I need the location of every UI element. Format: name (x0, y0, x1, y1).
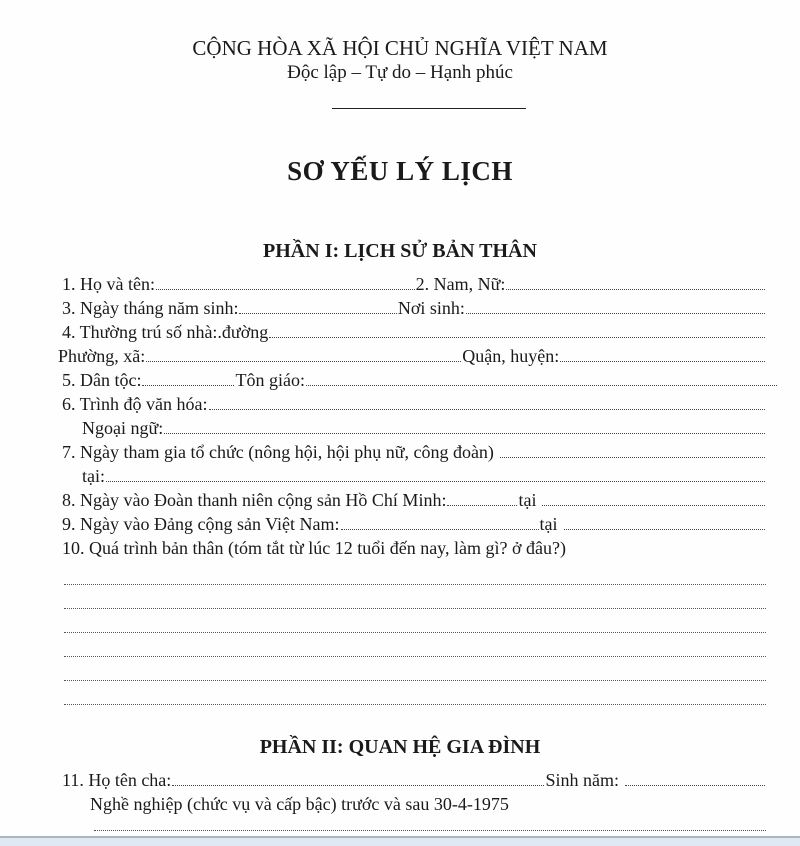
foreign-language-field[interactable] (164, 419, 765, 434)
label-birth-place: Nơi sinh: (397, 298, 465, 318)
ward-field[interactable] (146, 347, 461, 362)
organization-date-field[interactable] (500, 443, 765, 458)
field-row-ward (58, 346, 766, 370)
label-party-place: tại (539, 514, 558, 534)
birth-place-field[interactable] (466, 299, 765, 314)
organization-place-field[interactable] (106, 467, 765, 482)
header-divider (332, 108, 526, 109)
field-row-party (62, 514, 766, 538)
country-heading: CỘNG HÒA XÃ HỘI CHỦ NGHĨA VIỆT NAM (192, 36, 608, 60)
field-row-father (62, 770, 766, 794)
field-row-name (62, 274, 766, 298)
party-place-field[interactable] (564, 515, 765, 530)
label-youth-union-place: tại (518, 490, 537, 510)
label-district: Quận, huyện: (462, 346, 560, 366)
label-education: 6. Trình độ văn hóa: (62, 394, 208, 414)
district-field[interactable] (560, 347, 765, 362)
label-father-name: 11. Họ tên cha: (62, 770, 172, 790)
field-row-organization-place (82, 466, 766, 490)
youth-union-date-field[interactable] (447, 491, 517, 506)
label-address: 4. Thường trú số nhà:.đường (62, 322, 269, 342)
label-personal-history: 10. Quá trình bản thân (tóm tắt từ lúc 12 tuổi đến nay, làm gì? ở đâu?) (62, 538, 566, 558)
history-line[interactable] (64, 704, 766, 705)
document-title: SƠ YẾU LÝ LỊCH (287, 156, 513, 186)
history-line[interactable] (64, 584, 766, 585)
father-birth-year-field[interactable] (625, 771, 765, 786)
label-party: 9. Ngày vào Đảng cộng sản Việt Nam: (62, 514, 340, 534)
label-full-name: 1. Họ và tên: (62, 274, 155, 294)
label-foreign-language: Ngoại ngữ: (82, 418, 164, 438)
label-organization-date: 7. Ngày tham gia tổ chức (nông hội, hội phụ nữ, công đoàn) (62, 442, 494, 462)
window-bottom-bar (0, 836, 800, 846)
label-ward: Phường, xã: (58, 346, 146, 366)
father-occupation-line[interactable] (94, 830, 766, 831)
religion-field[interactable] (306, 371, 777, 386)
label-youth-union: 8. Ngày vào Đoàn thanh niên cộng sản Hồ Chí Minh: (62, 490, 447, 510)
party-date-field[interactable] (341, 515, 539, 530)
label-organization-place: tại: (82, 466, 105, 486)
motto: Độc lập – Tự do – Hạnh phúc (287, 62, 513, 83)
field-row-education (62, 394, 766, 418)
birth-date-field[interactable] (239, 299, 396, 314)
label-birth-date: 3. Ngày tháng năm sinh: (62, 298, 239, 318)
field-row-youth-union (62, 490, 766, 514)
part2-heading: PHẦN II: QUAN HỆ GIA ĐÌNH (259, 736, 541, 758)
history-line[interactable] (64, 656, 766, 657)
label-gender: 2. Nam, Nữ: (415, 274, 506, 294)
history-line[interactable] (64, 680, 766, 681)
field-row-ethnicity (62, 370, 778, 394)
label-ethnicity: 5. Dân tộc: (62, 370, 142, 390)
field-row-language (82, 418, 766, 442)
field-row-history (62, 538, 766, 562)
education-field[interactable] (209, 395, 765, 410)
history-line[interactable] (64, 608, 766, 609)
address-field[interactable] (269, 323, 765, 338)
field-row-birth (62, 298, 766, 322)
ethnicity-field[interactable] (142, 371, 234, 386)
part1-heading: PHẦN I: LỊCH SỬ BẢN THÂN (263, 240, 537, 262)
label-father-occupation: Nghề nghiệp (chức vụ và cấp bậc) trước và sau 30-4-1975 (90, 794, 509, 814)
field-row-father-occupation (90, 794, 766, 818)
father-name-field[interactable] (172, 771, 544, 786)
gender-field[interactable] (506, 275, 765, 290)
full-name-field[interactable] (156, 275, 415, 290)
history-line[interactable] (64, 632, 766, 633)
youth-union-place-field[interactable] (542, 491, 765, 506)
label-religion: Tôn giáo: (235, 370, 305, 390)
field-row-address (62, 322, 766, 346)
field-row-organization (62, 442, 766, 466)
label-father-birth-year: Sinh năm: (545, 770, 619, 790)
